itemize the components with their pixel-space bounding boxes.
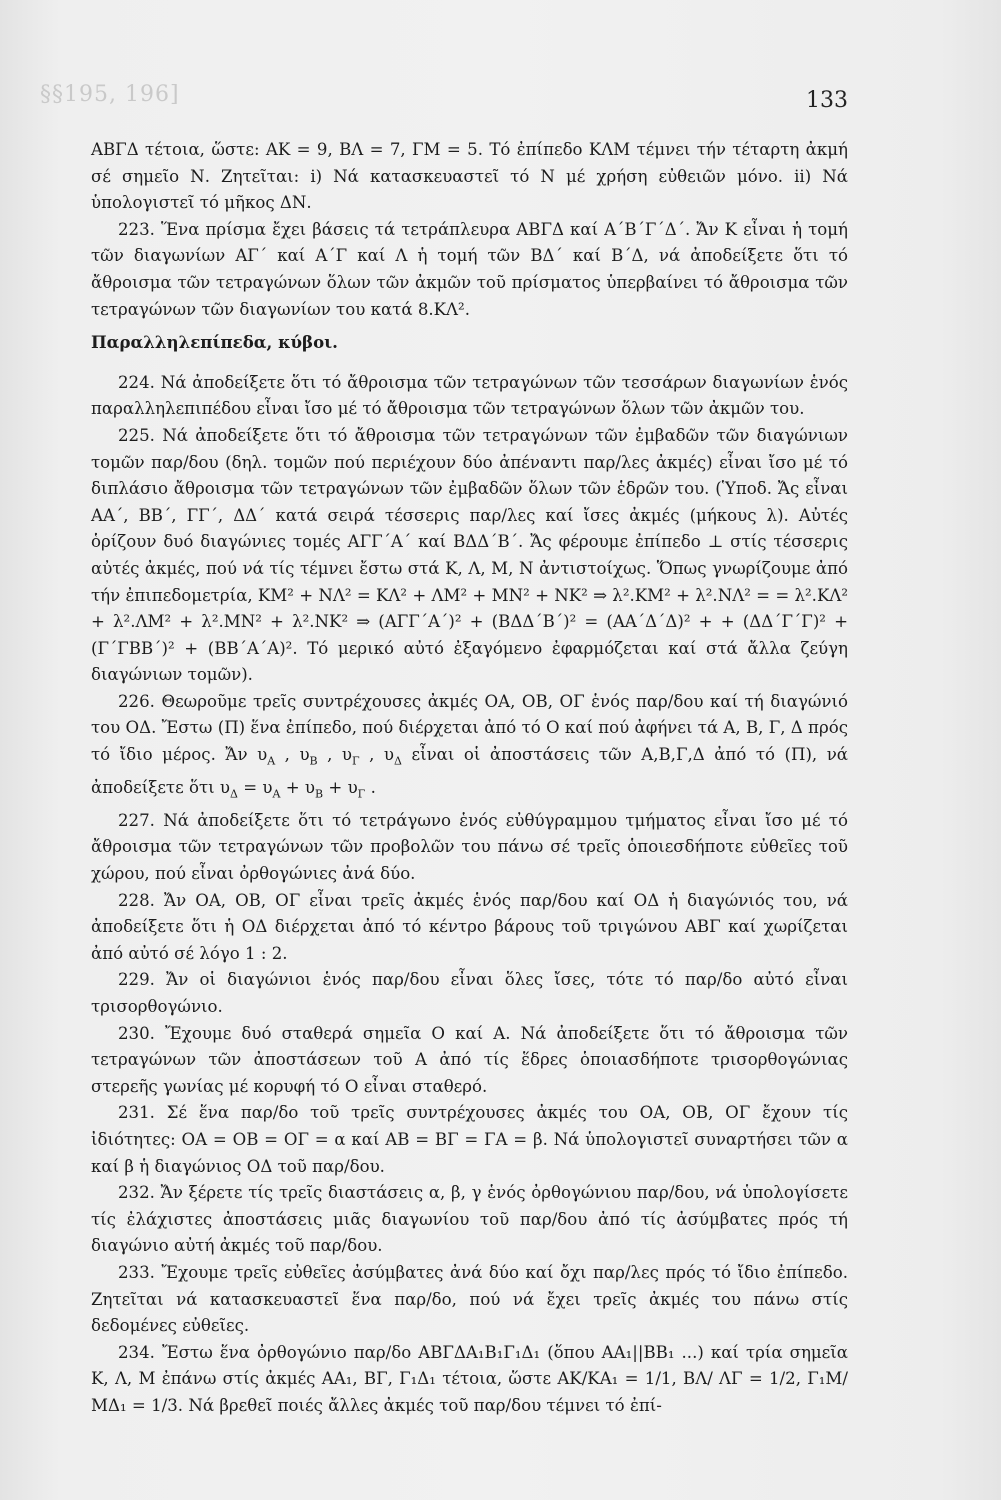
bleed-through-header: §§195, 196] (40, 82, 180, 107)
exercise-226: 226. Θεωροῦμε τρεῖς συντρέχουσες ἀκμές ΟΑ, ΟΒ, ΟΓ ἑνός παρ/δου καί τή διαγώνιό του ΟΔ. Ἔστω (Π) ἕνα ἐπίπεδο, πού διέρχεται ἀπό τό Ο καί πού ἀφήνει τά Α, Β, Γ, Δ πρός τό ἴδιο μέρος. Ἄν $\upsilon_A$ , $\upsilon_B$ , $\upsilon_\Gamma$ , $\upsilon_\Delta$ εἶναι οἱ ἀποστάσεις τῶν Α,Β,Γ,Δ ἀπό τό (Π), νά ἀποδείξετε ὅτι $\upsilon_\Delta = \upsilon_A + \upsilon_B + \upsilon_\Gamma$ . (91, 691, 848, 801)
exercise-231: 231. Σέ ἕνα παρ/δο τοῦ τρεῖς συντρέχουσες ἀκμές του ΟΑ, ΟΒ, ΟΓ ἔχουν τίς ἰδιότητες: ΟΑ = ΟΒ = ΟΓ = α καί ΑΒ = ΒΓ = ΓΑ = β. Νά ὑπολογιστεῖ συναρτήσει τῶν α καί β ἡ διαγώνιος ΟΔ τοῦ παρ/δου. (91, 1103, 848, 1176)
exercise-233: 233. Ἔχουμε τρεῖς εὐθεῖες ἀσύμβατες ἀνά δύο καί ὄχι παρ/λες πρός τό ἴδιο ἐπίπεδο. Ζητεῖται νά κατασκευαστεῖ ἕνα παρ/δο, πού νά ἔχει τρεῖς ἀκμές του πάνω στίς δεδομένες εὐθεῖες. (91, 1262, 848, 1336)
exercise-224: 224. Νά ἀποδείξετε ὅτι τό ἄθροισμα τῶν τετραγώνων τῶν τεσσάρων διαγωνίων ἑνός παραλληλεπιπέδου εἶναι ἴσο μέ τό ἄθροισμα τῶν τετραγώνων ὅλων τῶν ἀκμῶν του. (91, 372, 848, 419)
exercise-225: 225. Νά ἀποδείξετε ὅτι τό ἄθροισμα τῶν τετραγώνων τῶν ἐμβαδῶν τῶν διαγώνιων τομῶν παρ/δου (δηλ. τομῶν πού περιέχουν δύο ἀπέναντι παρ/λες ἀκμές) εἶναι ἴσο μέ τό διπλάσιο ἄθροισμα τῶν τετραγώνων τῶν ἐμβαδῶν ὅλων τῶν ἑδρῶν του. (Ὑποδ. Ἄς εἶναι ΑΑ΄, ΒΒ΄, ΓΓ΄, ΔΔ΄ κατά σειρά τέσσερις παρ/λες καί ἴσες ἀκμές (μήκους λ). Αὐτές ὁρίζουν δυό διαγώνιες τομές ΑΓΓ΄Α΄ καί ΒΔΔ΄Β΄. Ἄς φέρουμε ἐπίπεδο ⊥ στίς τέσσερις αὐτές ἀκμές, πού νά τίς τέμνει ἔστω στά Κ, Λ, Μ, Ν ἀντιστοίχως. Ὅπως γνωρίζουμε ἀπό τήν ἐπιπεδομετρία, ΚΜ² + ΝΛ² = ΚΛ² + ΛΜ² + ΜΝ² + ΝΚ² ⇒ λ².ΚΜ² + λ².ΝΛ² = = λ².ΚΛ² + λ².ΛΜ² + λ².ΜΝ² + λ².ΝΚ² ⇒ (ΑΓΓ΄Α΄)² + (ΒΔΔ΄Β΄)² = (ΑΑ΄Δ΄Δ)² + + (ΔΔ΄Γ΄Γ)² + (Γ΄ΓΒΒ΄)² + (ΒΒ΄Α΄Α)². Τό μερικό αὐτό ἐξαγόμενο ἐφαρμόζεται καί στά ἄλλα ζεύγη διαγώνιων τομῶν). (91, 425, 848, 685)
exercise-234: 234. Ἔστω ἕνα ὀρθογώνιο παρ/δο ΑΒΓΔΑ₁Β₁Γ₁Δ₁ (ὅπου ΑΑ₁||ΒΒ₁ ...) καί τρία σημεῖα Κ, Λ, Μ ἐπάνω στίς ἀκμές ΑΑ₁, ΒΓ, Γ₁Δ₁ τέτοια, ὥστε ΑΚ/ΚΑ₁ = 1/1, ΒΛ/ ΛΓ = 1/2, Γ₁Μ/ΜΔ₁ = 1/3. Νά βρεθεῖ ποιές ἄλλες ἀκμές τοῦ παρ/δου τέμνει τό ἐπί- (91, 1342, 848, 1415)
exercise-227: 227. Νά ἀποδείξετε ὅτι τό τετράγωνο ἑνός εὐθύγραμμου τμήματος εἶναι ἴσο μέ τό ἄθροισμα τῶν τετραγώνων τῶν προβολῶν του πάνω σέ τρεῖς ὁποιεσδήποτε εὐθεῖες τοῦ χώρου, πού εἶναι ὀρθογώνιες ἀνά δύο. (91, 810, 848, 884)
paragraph-continued: ΑΒΓΔ τέτοια, ὥστε: ΑΚ = 9, ΒΛ = 7, ΓΜ = 5. Τό ἐπίπεδο ΚΛΜ τέμνει τήν τέταρτη ἀκμή σέ σημεῖο Ν. Ζητεῖται: i) Νά κατασκευαστεῖ τό Ν μέ χρήση εὐθειῶν μόνο. ii) Νά ὑπολογιστεῖ τό μῆκος ΔΝ. (91, 140, 848, 213)
exercise-232: 232. Ἄν ξέρετε τίς τρεῖς διαστάσεις α, β, γ ἑνός ὀρθογώνιου παρ/δου, νά ὑπολογίσετε τίς ἐλάχιστες ἀποστάσεις μιᾶς διαγωνίου τοῦ παρ/δου ἀπό τίς ἀσύμβατες πρός τή διαγώνιο αὐτή ἀκμές τοῦ παρ/δου. (91, 1183, 848, 1256)
exercise-230: 230. Ἔχουμε δυό σταθερά σημεῖα Ο καί Α. Νά ἀποδείξετε ὅτι τό ἄθροισμα τῶν τετραγώνων τῶν ἀποστάσεων τοῦ Α ἀπό τίς ἕδρες ὁποιασδήποτε τρισορθογώνιας στερεῆς γωνίας μέ κορυφή τό Ο εἶναι σταθερό. (91, 1023, 848, 1096)
page-number: 133 (806, 88, 848, 113)
section-heading: Παραλληλεπίπεδα, κύβοι. (91, 332, 338, 353)
exercise-228: 228. Ἄν ΟΑ, ΟΒ, ΟΓ εἶναι τρεῖς ἀκμές ἑνός παρ/δου καί ΟΔ ἡ διαγώνιός του, νά ἀποδείξετε ὅτι ἡ ΟΔ διέρχεται ἀπό τό κέντρο βάρους τοῦ τριγώνου ΑΒΓ καί χωρίζεται ἀπό αὐτό σέ λόγο 1 : 2. (91, 890, 848, 963)
page-body (91, 137, 848, 1420)
exercise-223: 223. Ἕνα πρίσμα ἔχει βάσεις τά τετράπλευρα ΑΒΓΔ καί Α΄Β΄Γ΄Δ΄. Ἄν Κ εἶναι ἡ τομή τῶν διαγωνίων ΑΓ΄ καί Α΄Γ καί Λ ἡ τομή τῶν ΒΔ΄ καί Β΄Δ, νά ἀποδείξετε ὅτι τό ἄθροισμα τῶν τετραγώνων ὅλων τῶν ἀκμῶν τοῦ πρίσματος ὑπερβαίνει τό ἄθροισμα τῶν τετραγώνων τῶν διαγωνίων του κατά 8.ΚΛ². (91, 219, 848, 319)
exercise-229: 229. Ἄν οἱ διαγώνιοι ἑνός παρ/δου εἶναι ὅλες ἴσες, τότε τό παρ/δο αὐτό εἶναι τρισορθογώνιο. (91, 970, 848, 1017)
